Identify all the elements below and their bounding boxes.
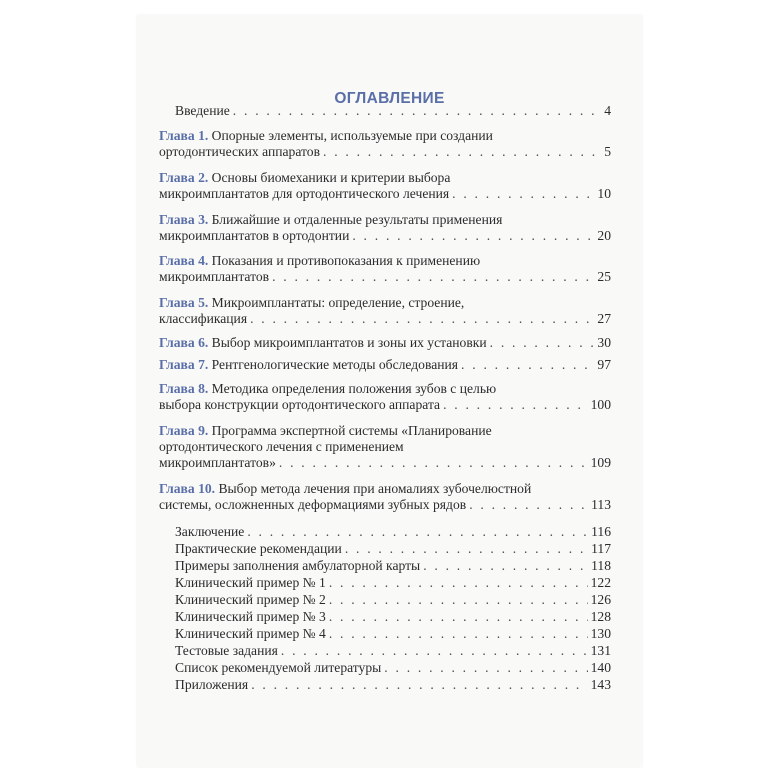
page-title: ОГЛАВЛЕНИЕ [334,90,445,107]
toc-chapter [159,335,611,351]
toc-chapter [159,481,611,513]
page-number: 117 [591,541,611,556]
page-number: 131 [590,643,611,658]
page-number: 116 [591,524,611,539]
toc-chapter [159,253,611,285]
page-number: 10 [597,186,611,201]
toc-entry [175,541,611,557]
page-number: 27 [597,311,611,326]
dot-leader [469,497,588,513]
toc-entry [175,103,611,119]
toc-title: ортодонтических аппаратов [159,144,320,159]
dot-leader [329,575,588,591]
dot-leader [461,357,594,373]
dot-leader [323,144,601,160]
toc-entry [175,643,611,659]
toc-title: Клинический пример № 3 [175,609,326,624]
toc-entry [175,592,611,608]
toc-chapter [159,170,611,202]
toc-title: Приложения [175,677,249,692]
chapter-label: Глава 10. [159,481,219,496]
toc-line: Глава 5. Микроимплантаты: определение, строение, [159,295,465,310]
dot-leader [423,558,588,574]
page-number: 25 [597,269,611,284]
dot-leader [443,397,588,413]
dot-leader [384,660,587,676]
toc-title: Заключение [175,524,245,539]
toc-title: Клинический пример № 2 [175,592,326,607]
chapter-label: Глава 8. [159,381,212,396]
page-number: 100 [590,397,611,412]
dot-leader [233,103,601,119]
dot-leader [272,269,594,285]
toc-title: микроимплантатов [159,269,270,284]
toc-title: микроимплантатов» [159,455,276,470]
toc-line: Глава 4. Показания и противопоказания к применению [159,253,481,268]
dot-leader [251,677,587,693]
dot-leader [490,335,595,351]
page-number: 130 [590,626,611,641]
chapter-label: Глава 3. [159,212,212,227]
toc-title: Клинический пример № 4 [175,626,326,641]
page-number: 113 [591,497,611,512]
toc-entry [175,626,611,642]
page-number: 109 [590,455,611,470]
dot-leader [329,592,588,608]
toc-title: Список рекомендуемой литературы [175,660,382,675]
dot-leader [279,455,588,471]
toc-chapter [159,381,611,413]
toc-chapter [159,212,611,244]
toc-title: системы, осложненных деформациями зубных рядов [159,497,467,512]
dot-leader [352,228,594,244]
chapter-label: Глава 5. [159,295,212,310]
page-number: 30 [597,335,611,350]
toc-title: Практические рекомендации [175,541,342,556]
dot-leader [345,541,588,557]
toc-entry [175,660,611,676]
dot-leader [329,626,588,642]
toc-title: микроимплантатов в ортодонтии [159,228,350,243]
toc-line: Глава 8. Методика определения положения зубов с целью [159,381,497,396]
toc-line: ортодонтического лечения с применением [159,439,404,454]
chapter-label: Глава 1. [159,128,212,143]
chapter-label: Глава 9. [159,423,212,438]
chapter-label: Глава 7. [159,357,212,372]
page-number: 97 [597,357,611,372]
toc-entry [175,575,611,591]
toc-line: Глава 1. Опорные элементы, используемые при создании [159,128,493,143]
toc-entry [175,524,611,540]
page-number: 20 [597,228,611,243]
toc-title: Глава 7. Рентгенологические методы обследования [159,357,459,372]
toc-line: Глава 3. Ближайшие и отдаленные результаты применения [159,212,503,227]
toc-line: Глава 9. Программа экспертной системы «Планирование [159,423,492,438]
dot-leader [281,643,588,659]
dot-leader [250,311,594,327]
page-number: 143 [590,677,611,692]
toc-title: микроимплантатов для ортодонтического лечения [159,186,450,201]
toc-chapter [159,295,611,327]
toc-chapter [159,128,611,160]
dot-leader [452,186,594,202]
toc-chapter [159,357,611,373]
toc-entry [175,558,611,574]
toc-entry [175,677,611,693]
toc-line: Глава 10. Выбор метода лечения при аномалиях зубочелюстной [159,481,532,496]
toc-title: Тестовые задания [175,643,278,658]
toc-entry [175,609,611,625]
toc-title: классификация [159,311,248,326]
toc-title: Введение [175,103,230,118]
page-number: 128 [590,609,611,624]
page-number: 122 [590,575,611,590]
page-number: 4 [604,103,611,118]
toc-title: Примеры заполнения амбулаторной карты [175,558,421,573]
chapter-label: Глава 2. [159,170,212,185]
page-number: 118 [591,558,611,573]
toc-title: Глава 6. Выбор микроимплантатов и зоны их установки [159,335,487,350]
toc-line: Глава 2. Основы биомеханики и критерии выбора [159,170,451,185]
book-page [137,15,642,767]
chapter-label: Глава 4. [159,253,212,268]
page-number: 126 [590,592,611,607]
toc-title: выбора конструкции ортодонтического аппарата [159,397,441,412]
toc-chapter [159,423,611,471]
page-number: 5 [604,144,611,159]
dot-leader [247,524,588,540]
chapter-label: Глава 6. [159,335,212,350]
dot-leader [329,609,588,625]
toc-title: Клинический пример № 1 [175,575,326,590]
page-number: 140 [590,660,611,675]
